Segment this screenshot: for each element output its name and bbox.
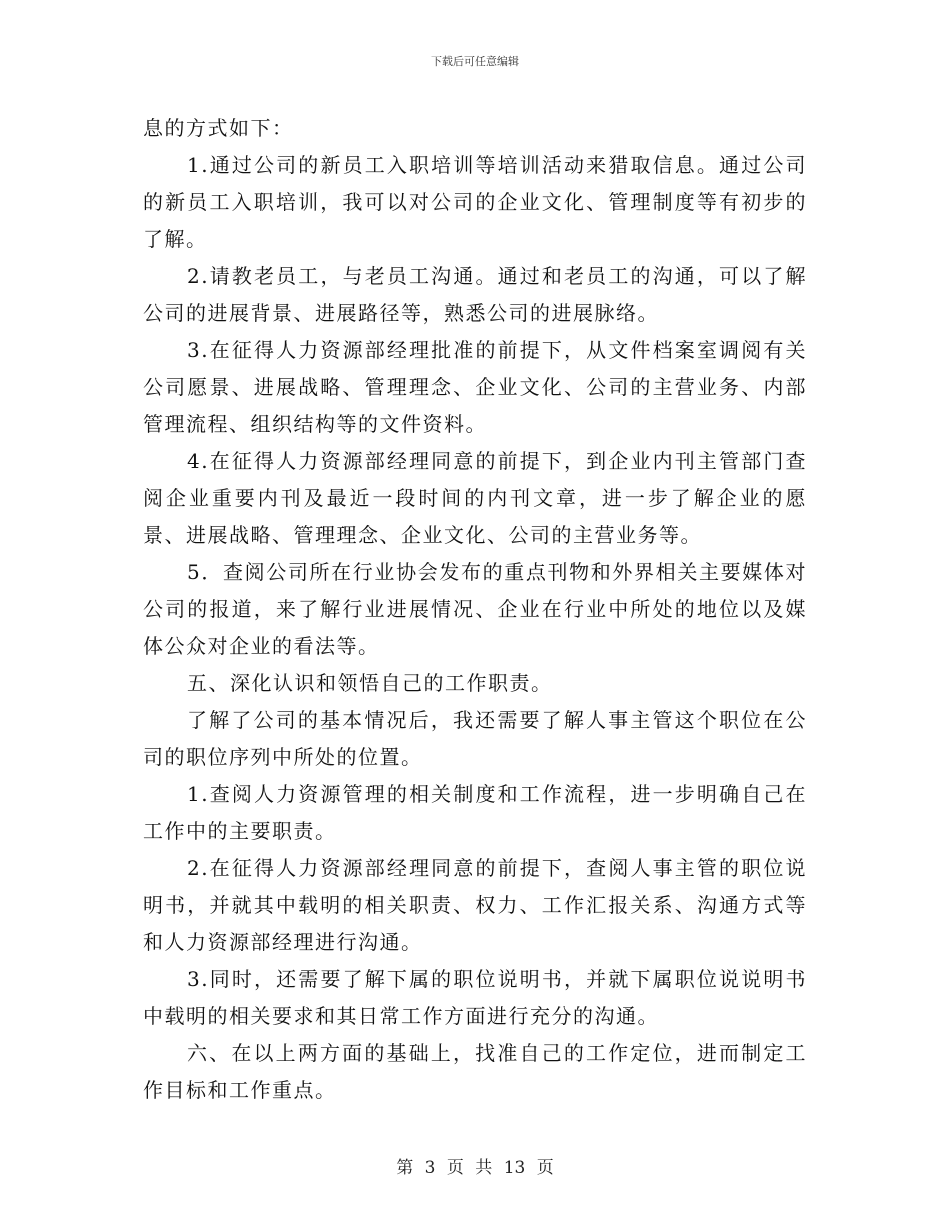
paragraph-duty-3: 3.同时，还需要了解下属的职位说明书，并就下属职位说说明书中载明的相关要求和其日常工作方面进行充分的沟通。 [143,967,807,1028]
page-header: 下载后可任意编辑 [431,55,519,68]
paragraph-item-2: 2.请教老员工，与老员工沟通。通过和老员工的沟通，可以了解公司的进展背景、进展路径等，熟悉公司的进展脉络。 [143,264,807,325]
document-body [143,110,807,1109]
section-heading-5: 五、深化认识和领悟自己的工作职责。 [187,671,553,695]
paragraph-continuation: 息的方式如下： [143,116,294,140]
section-heading-6: 六、在以上两方面的基础上，找准自己的工作定位，进而制定工作目标和工作重点。 [143,1041,807,1102]
paragraph-duty-2: 2.在征得人力资源部经理同意的前提下，查阅人事主管的职位说明书，并就其中载明的相关职责、权力、工作汇报关系、沟通方式等和人力资源部经理进行沟通。 [143,856,807,954]
paragraph-item-1: 1.通过公司的新员工入职培训等培训活动来猎取信息。通过公司的新员工入职培训，我可以对公司的企业文化、管理制度等有初步的了解。 [143,153,807,251]
paragraph-intro: 了解了公司的基本情况后，我还需要了解人事主管这个职位在公司的职位序列中所处的位置。 [143,708,807,769]
paragraph-duty-1: 1.查阅人力资源管理的相关制度和工作流程，进一步明确自己在工作中的主要职责。 [143,782,807,843]
paragraph-item-4: 4.在征得人力资源部经理同意的前提下，到企业内刊主管部门查阅企业重要内刊及最近一段时间的内刊文章，进一步了解企业的愿景、进展战略、管理理念、企业文化、公司的主营业务等。 [143,449,807,547]
paragraph-item-3: 3.在征得人力资源部经理批准的前提下，从文件档案室调阅有关公司愿景、进展战略、管理理念、企业文化、公司的主营业务、内部管理流程、组织结构等的文件资料。 [143,338,807,436]
page-number: 第 3 页 共 13 页 [396,1158,554,1178]
paragraph-item-5: 5．查阅公司所在行业协会发布的重点刊物和外界相关主要媒体对公司的报道，来了解行业进展情况、企业在行业中所处的地位以及媒体公众对企业的看法等。 [143,560,807,658]
